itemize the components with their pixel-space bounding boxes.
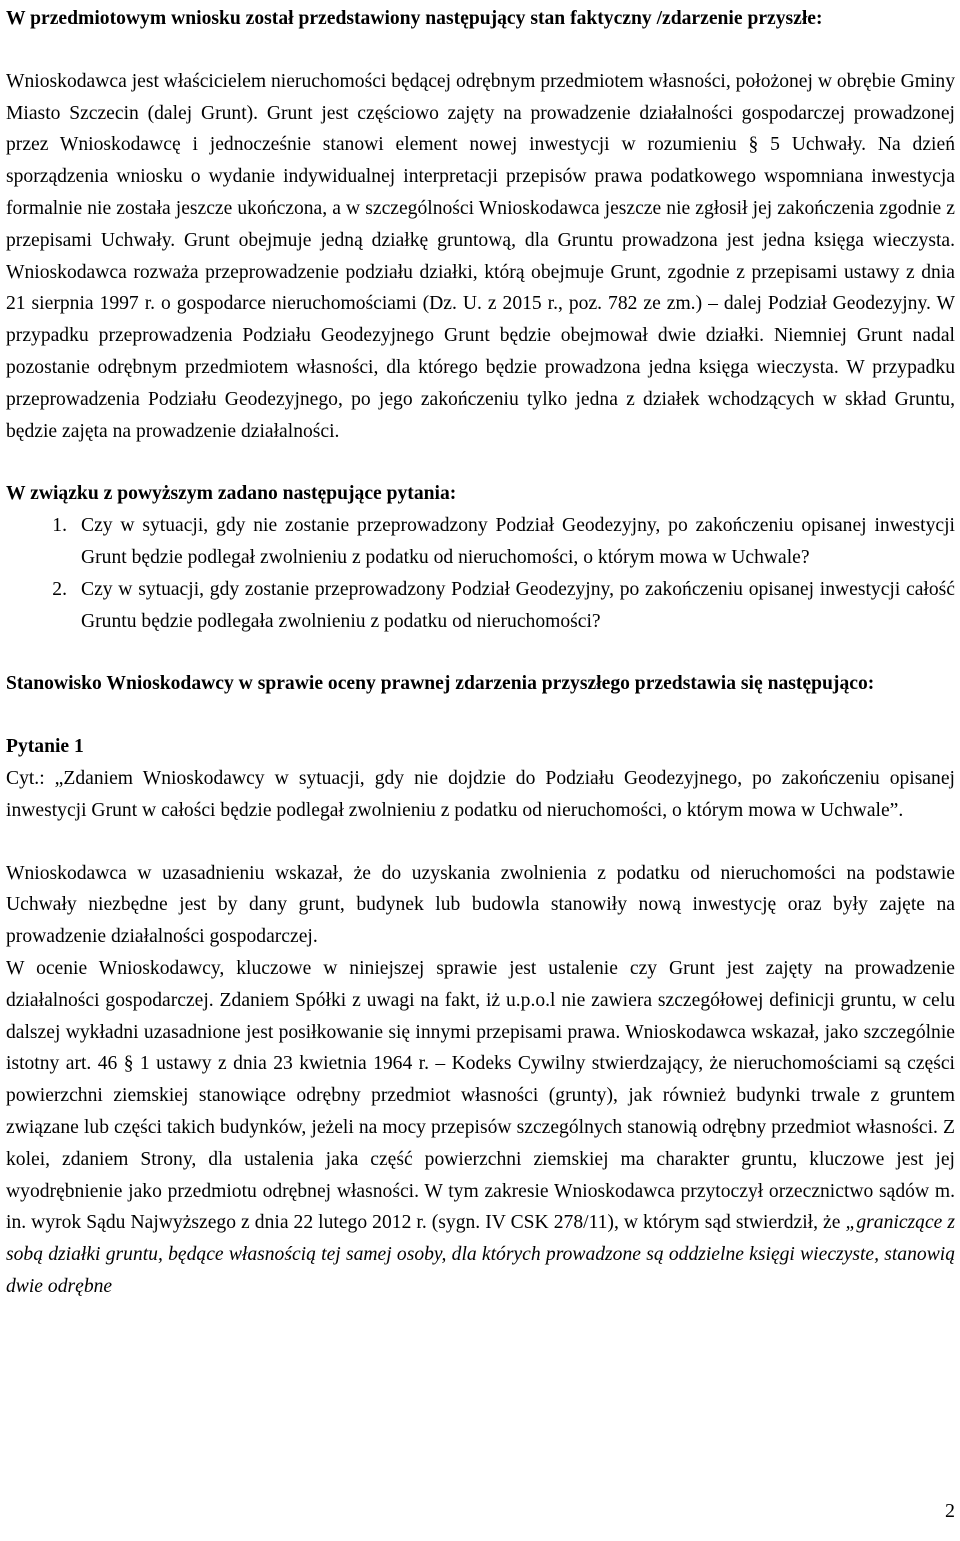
opinion-text: W ocenie Wnioskodawcy, kluczowe w niniejszej sprawie jest ustalenie czy Grunt jest zajęty na prowadzenie działalności gospodarczej. Zdaniem Spółki z uwagi na fakt, iż u.p.o.l nie zawiera szczegółowej definicji gruntu, w celu dalszej wykładni uzasadnione jest posiłkowanie się innymi przepisami prawa. Wnioskodawca wskazał, jako szczególnie istotny art. 46 § 1 ustawy z dnia 23 kwietnia 1964 r. – Kodeks Cywilny stwierdzający, że nieruchomościami są części powierzchni ziemskiej stanowiące odrębny przedmiot własności (grunty), jak również budynki trwale z gruntem związane lub części takich budynków, jeżeli na mocy przepisów szczególnych stanowią odrębny przedmiot własności. Z kolei, zdaniem Strony, dla ustalenia jaka część powierzchni ziemskiej ma charakter gruntu, kluczowe jest jej wyodrębnienie jako przedmiotu odrębnej własności. W tym zakresie Wnioskodawca przytoczył orzecznictwo sądów m. in. wyrok Sądu Najwyższego z dnia 22 lutego 2012 r. (sygn. IV CSK 278/11), w którym sąd stwierdził, że [6, 957, 955, 1234]
section-heading-facts: W przedmiotowym wniosku został przedstawiony następujący stan faktyczny /zdarzenie przyszłe: [6, 8, 823, 29]
court-quote-italic: „graniczące z sobą działki gruntu, będące własnością tej samej osoby, dla których prowadzone są oddzielne księgi wieczyste, stanowią dwie odrębne [6, 1212, 955, 1297]
section-heading-questions: W związku z powyższym zadano następujące pytania: [6, 483, 457, 505]
question-number: 2. [52, 578, 67, 600]
facts-paragraph: Wnioskodawca jest właścicielem nieruchomości będącej odrębnym przedmiotem własności, położonej w obrębie Gminy Miasto Szczecin (dalej Grunt). Grunt jest częściowo zajęty na prowadzenie działalności gospodarczej prowadzonej przez Wnioskodawcę i jednocześnie stanowi element nowej inwestycji w rozumieniu § 5 Uchwały. Na dzień sporządzenia wniosku o wydanie indywidualnej interpretacji przepisów prawa podatkowego wspomniana inwestycja formalnie nie została jeszcze ukończona, a w szczególności Wnioskodawca jeszcze nie zgłosił jej zakończenia zgodnie z przepisami Uchwały. Grunt obejmuje jedną działkę gruntową, dla Gruntu prowadzona jest jedna księga wieczysta. Wnioskodawca rozważa przeprowadzenie podziału działki, którą obejmuje Grunt, zgodnie z przepisami ustawy z dnia 21 sierpnia 1997 r. o gospodarce nieruchomościami (Dz. U. z 2015 r., poz. 782 ze zm.) – dalej Podział Geodezyjny. W przypadku przeprowadzenia Podziału Geodezyjnego Grunt będzie obejmował dwie działki. Niemniej Grunt nadal pozostanie odrębnym przedmiotem własności, dla którego będzie prowadzona jedna księga wieczysta. W przypadku przeprowadzenia Podziału Geodezyjnego, po jego zakończeniu tylko jedna z działek wchodzących w skład Gruntu, będzie zajęta na prowadzenie działalności. [6, 70, 955, 442]
question-text: Czy w sytuacji, gdy nie zostanie przeprowadzony Podział Geodezyjny, po zakończeniu opisanej inwestycji Grunt będzie podlegał zwolnieniu z podatku od nieruchomości, o którym mowa w Uchwale? [81, 515, 955, 568]
question-item [6, 574, 955, 638]
question-label: Pytanie 1 [6, 736, 84, 758]
justification-paragraph: Wnioskodawca w uzasadnieniu wskazał, że do uzyskania zwolnienia z podatku od nieruchomości na podstawie Uchwały niezbędne jest by dany grunt, budynek lub budowla stanowiły nową inwestycję oraz były zajęte na prowadzenie działalności gospodarczej. [6, 862, 955, 948]
opinion-paragraph [6, 953, 955, 1303]
questions-list [6, 510, 955, 637]
page-number: 2 [945, 1500, 955, 1522]
question-item [6, 510, 955, 574]
quote-paragraph: Cyt.: „Zdaniem Wnioskodawcy w sytuacji, gdy nie dojdzie do Podziału Geodezyjnego, po zakończeniu opisanej inwestycji Grunt w całości będzie podlegał zwolnieniu z podatku od nieruchomości, o którym mowa w Uchwale”. [6, 767, 955, 821]
question-text: Czy w sytuacji, gdy zostanie przeprowadzony Podział Geodezyjny, po zakończeniu opisanej inwestycji całość Gruntu będzie podlegała zwolnieniu z podatku od nieruchomości? [81, 578, 955, 632]
section-heading-position: Stanowisko Wnioskodawcy w sprawie oceny prawnej zdarzenia przyszłego przedstawia się następująco: [6, 673, 875, 695]
document-page [6, 0, 955, 1303]
question-number: 1. [52, 515, 67, 537]
